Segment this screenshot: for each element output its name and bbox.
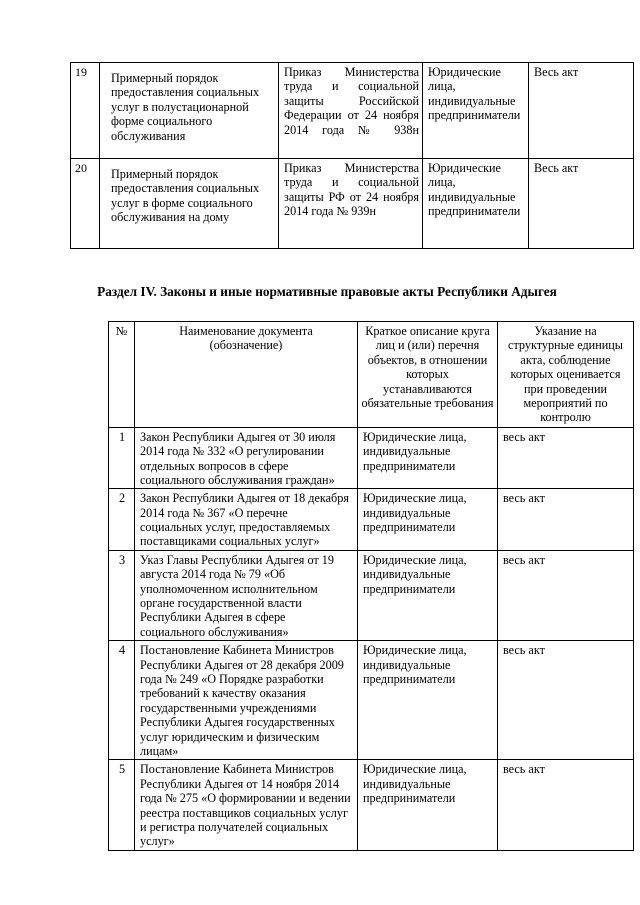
scope: весь акт (498, 489, 634, 551)
document-name: Постановление Кабинета Министров Республики Адыгея от 14 ноября 2014 года № 275 «О формировании и ведении реестра поставщиков социальных услуг и регистра получателей социальных услуг» (135, 760, 358, 850)
row-number: 19 (71, 63, 100, 159)
row-number: 4 (109, 641, 135, 760)
subjects: Юридические лица, индивидуальные предприниматели (358, 489, 498, 551)
basis-line: защиты РФ от 24 ноября (284, 189, 419, 204)
table-row (109, 489, 634, 551)
basis-line: труда и социальной (284, 79, 419, 94)
scope: Весь акт (529, 159, 634, 249)
document-name: Примерный порядок предоставления социальных услуг в форме социального обслуживания на дому (100, 159, 279, 249)
header-scope: Указание на структурные единицы акта, соблюдение которых оценивается при проведении мероприятий по контролю (498, 322, 634, 428)
scope: весь акт (498, 641, 634, 760)
basis-line: труда и социальной (284, 175, 419, 190)
section-title: Раздел IV. Законы и иные нормативные правовые акты Республики Адыгея (97, 284, 557, 299)
legal-basis (279, 63, 423, 159)
header-subjects: Краткое описание круга лиц и (или) перечня объектов, в отношении которых устанавливаются обязательные требования (358, 322, 498, 428)
subjects: Юридические лица, индивидуальные предприниматели (358, 550, 498, 640)
subjects: Юридические лица, индивидуальные предприниматели (423, 159, 529, 249)
main-table (108, 321, 634, 851)
document-name: Указ Главы Республики Адыгея от 19 августа 2014 года № 79 «Об уполномоченном исполнительном органе государственной власти Республики Адыгея в сфере социального обслуживания» (135, 550, 358, 640)
table-row (109, 427, 634, 489)
basis-line: Федерации от 24 ноября (284, 108, 419, 123)
basis-line: 2014 года № 939н (284, 204, 376, 219)
header-name: Наименование документа (обозначение) (135, 322, 358, 428)
row-number: 3 (109, 550, 135, 640)
basis-line: 2014 года № 938н (284, 122, 419, 137)
subjects: Юридические лица, индивидуальные предприниматели (423, 63, 529, 159)
table-row (109, 550, 634, 640)
subjects: Юридические лица, индивидуальные предприниматели (358, 760, 498, 850)
row-number: 5 (109, 760, 135, 850)
header-num: № (109, 322, 135, 428)
basis-line: Приказ Министерства (284, 65, 419, 79)
table-header-row (109, 322, 634, 428)
table-row (71, 63, 634, 159)
document-name: Закон Республики Адыгея от 30 июля 2014 года № 332 «О регулировании отдельных вопросов в сфере социального обслуживания граждан» (135, 427, 358, 489)
row-number: 2 (109, 489, 135, 551)
table-row (109, 641, 634, 760)
document-name: Постановление Кабинета Министров Республики Адыгея от 28 декабря 2009 года № 249 «О Порядке разработки требований к качеству оказания государственными учреждениями Республики Адыгея государственных услуг юридическим и физическим лицам» (135, 641, 358, 760)
table-row (71, 159, 634, 249)
scope: весь акт (498, 427, 634, 489)
basis-line: защиты Российской (284, 93, 419, 108)
document-name: Примерный порядок предоставления социальных услуг в полустационарной форме социального обслуживания (100, 63, 279, 159)
row-number: 20 (71, 159, 100, 249)
subjects: Юридические лица, индивидуальные предприниматели (358, 641, 498, 760)
subjects: Юридические лица, индивидуальные предприниматели (358, 427, 498, 489)
scope: весь акт (498, 760, 634, 850)
document-name: Закон Республики Адыгея от 18 декабря 2014 года № 367 «О перечне социальных услуг, предоставляемых поставщиками социальных услуг» (135, 489, 358, 551)
scope: Весь акт (529, 63, 634, 159)
row-number: 1 (109, 427, 135, 489)
scope: весь акт (498, 550, 634, 640)
table-row (109, 760, 634, 850)
top-table (70, 62, 634, 249)
legal-basis (279, 159, 423, 249)
basis-line: Приказ Министерства (284, 161, 419, 175)
